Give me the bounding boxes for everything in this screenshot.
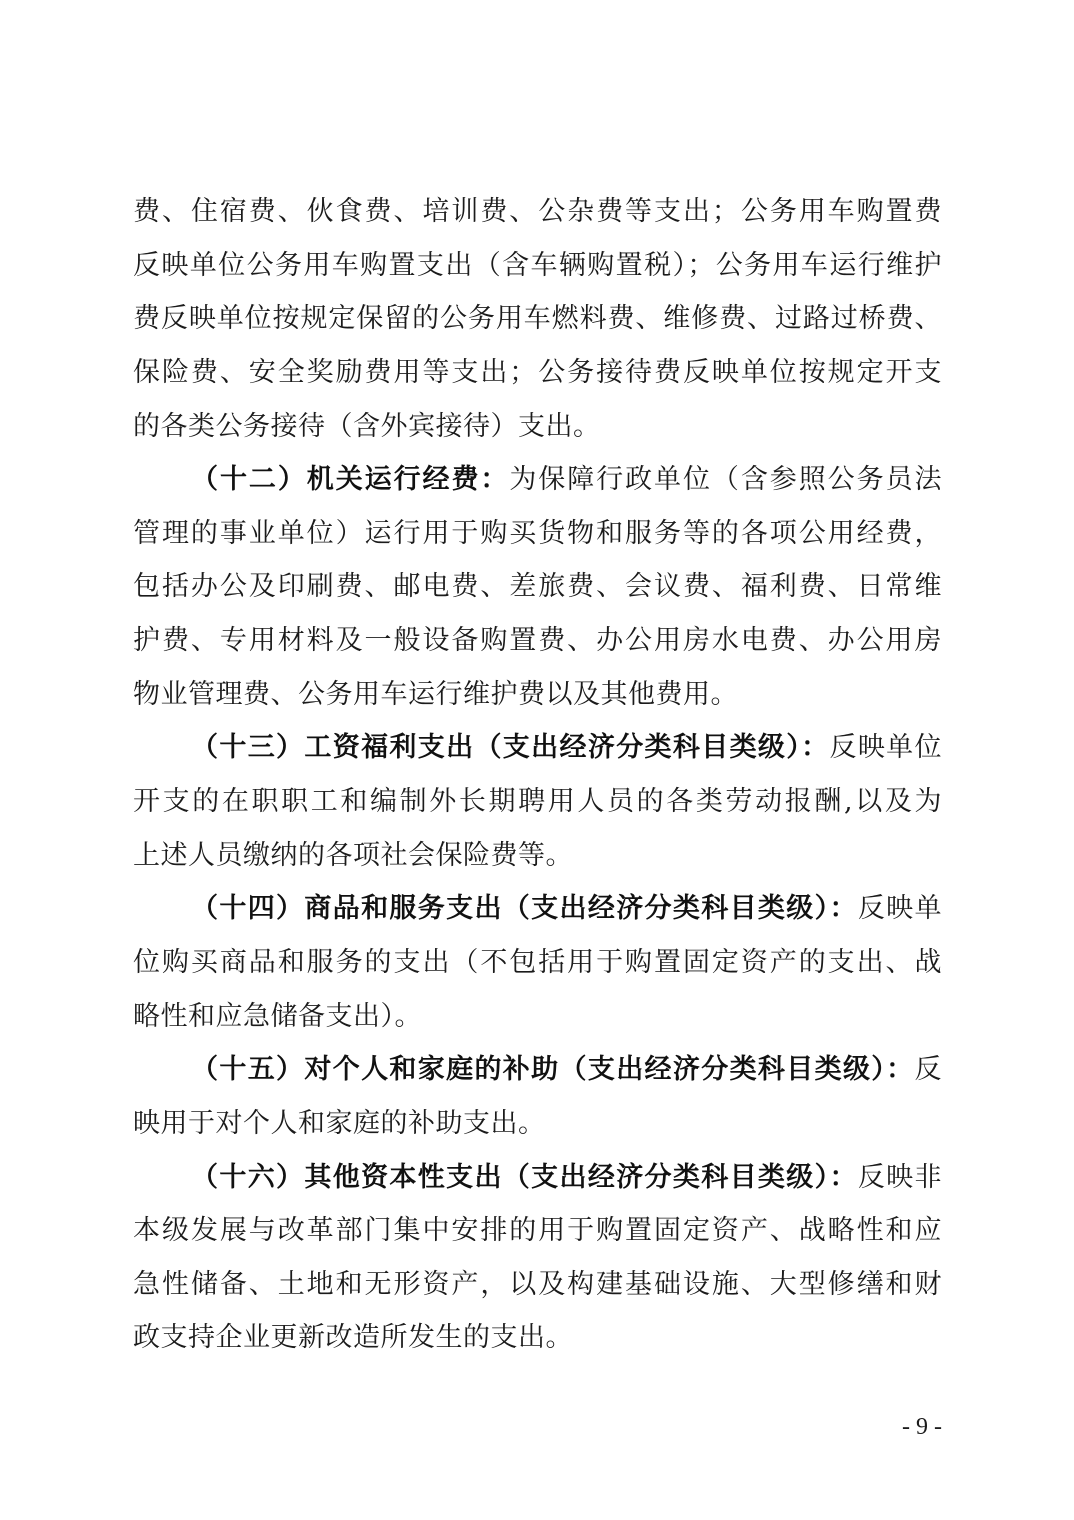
- section-heading: （十四）商品和服务支出（支出经济分类科目类级）：: [191, 893, 858, 925]
- paragraph-section-15: [133, 1043, 942, 1150]
- paragraph-section-12: [133, 453, 942, 721]
- paragraph-line: 略性和应急储备支出）。: [133, 1000, 422, 1032]
- paragraph-text: 反映非: [857, 1161, 942, 1193]
- document-body: [133, 185, 942, 1365]
- paragraph-line: 费、住宿费、伙食费、培训费、公杂费等支出；公务用车购置费: [133, 196, 942, 227]
- paragraph-line: 政支持企业更新改造所发生的支出。: [133, 1322, 573, 1354]
- section-heading: （十二）机关运行经费：: [191, 464, 510, 496]
- paragraph-line: 上述人员缴纳的各项社会保险费等。: [133, 839, 573, 871]
- paragraph-line: 本级发展与改革部门集中安排的用于购置固定资产、战略性和应: [133, 1215, 942, 1247]
- section-heading: （十六）其他资本性支出（支出经济分类科目类级）：: [191, 1161, 858, 1193]
- paragraph-line: 护费、专用材料及一般设备购置费、办公用房水电费、办公用房: [133, 625, 942, 657]
- paragraph-text: 反: [914, 1054, 942, 1086]
- paragraph-line: 费反映单位按规定保留的公务用车燃料费、维修费、过路过桥费、: [133, 303, 942, 335]
- paragraph-text: 反映单位: [829, 732, 942, 764]
- section-heading: （十三）工资福利支出（支出经济分类科目类级）：: [191, 732, 830, 764]
- paragraph-text: 为保障行政单位（含参照公务员法: [509, 464, 942, 496]
- paragraph-line: 包括办公及印刷费、邮电费、差旅费、会议费、福利费、日常维: [133, 571, 942, 603]
- paragraph-line: 物业管理费、公务用车运行维护费以及其他费用。: [133, 678, 738, 710]
- paragraph-text: 反映单: [857, 893, 942, 925]
- paragraph-section-13: [133, 721, 942, 882]
- paragraph-line: 的各类公务接待（含外宾接待）支出。: [133, 410, 601, 442]
- paragraph-line: 急性储备、土地和无形资产，以及构建基础设施、大型修缮和财: [133, 1268, 942, 1300]
- page-number: - 9 -: [902, 1414, 942, 1440]
- paragraph-line: 保险费、安全奖励费用等支出；公务接待费反映单位按规定开支: [133, 356, 942, 388]
- section-heading: （十五）对个人和家庭的补助（支出经济分类科目类级）：: [191, 1054, 915, 1086]
- paragraph-line: 开支的在职职工和编制外长期聘用人员的各类劳动报酬,以及为: [133, 786, 942, 818]
- paragraph-line: 位购买商品和服务的支出（不包括用于购置固定资产的支出、战: [133, 946, 942, 978]
- paragraph-first-line: [133, 882, 942, 936]
- paragraph-first-line: [133, 1043, 942, 1097]
- paragraph-section-16: [133, 1151, 942, 1366]
- paragraph-first-line: [133, 453, 942, 507]
- paragraph-first-line: [133, 1151, 942, 1205]
- paragraph-line: 映用于对个人和家庭的补助支出。: [133, 1107, 546, 1139]
- paragraph-section-14: [133, 882, 942, 1043]
- paragraph-line: 反映单位公务用车购置支出（含车辆购置税）；公务用车运行维护: [133, 249, 942, 281]
- paragraph-first-line: [133, 721, 942, 775]
- paragraph-public-expenses: [133, 185, 942, 453]
- paragraph-line: 管理的事业单位）运行用于购买货物和服务等的各项公用经费，: [133, 517, 942, 549]
